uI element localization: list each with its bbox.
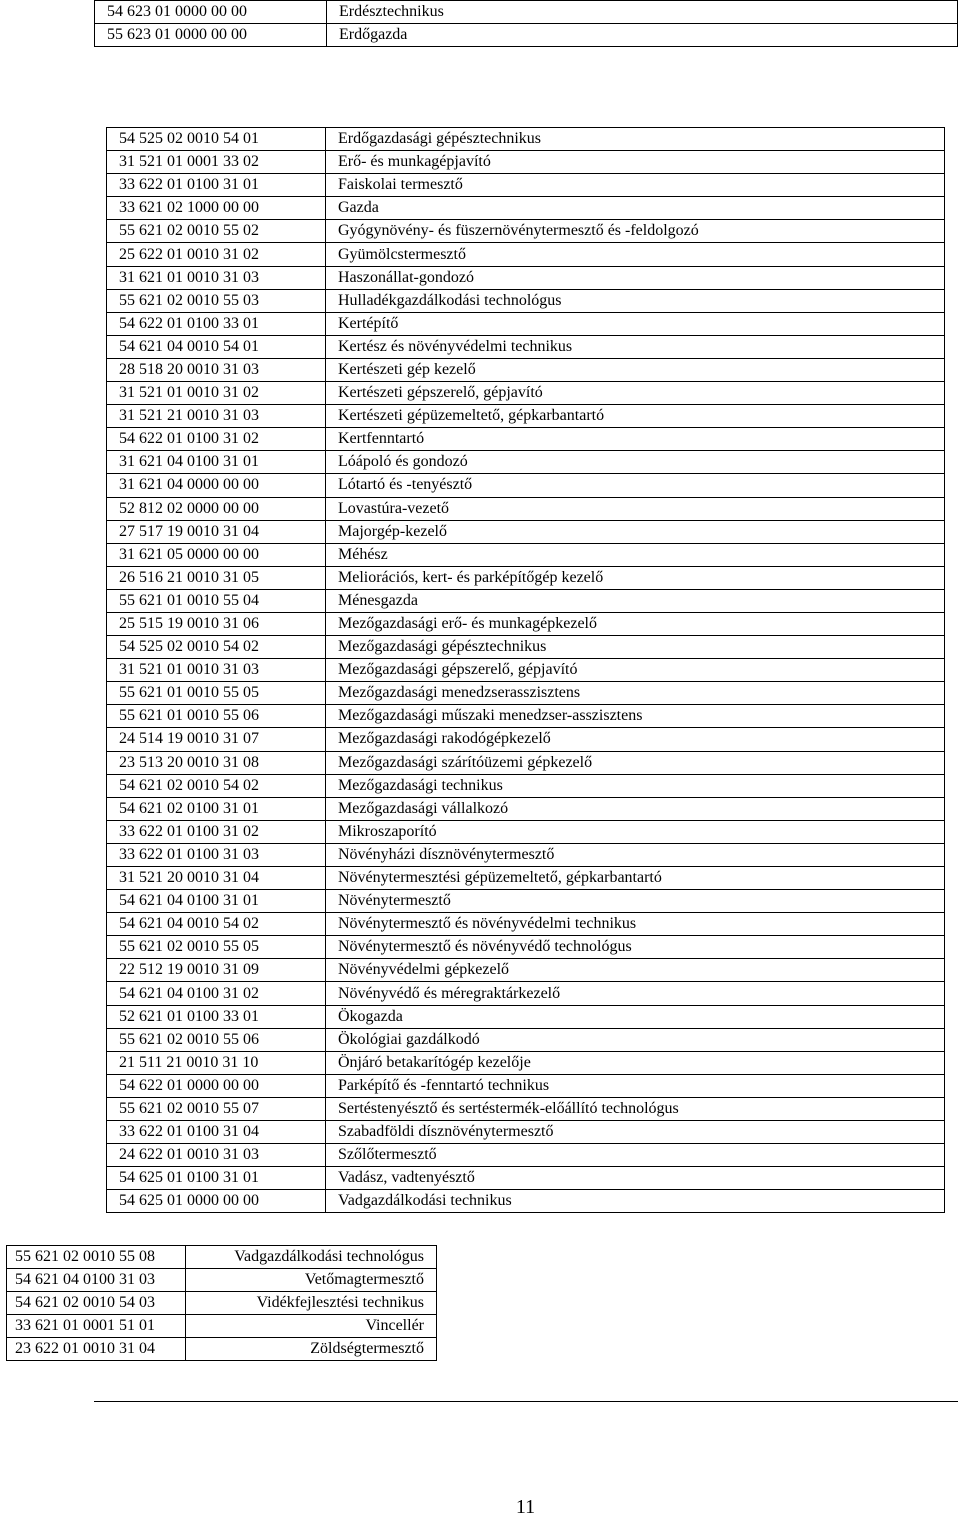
row-code: 31 521 20 0010 31 04 bbox=[107, 867, 326, 890]
row-name: Erő- és munkagépjavító bbox=[326, 151, 945, 174]
row-code: 21 511 21 0010 31 10 bbox=[107, 1051, 326, 1074]
row-code: 54 622 01 0100 33 01 bbox=[107, 312, 326, 335]
row-name: Vetőmagtermesztő bbox=[186, 1269, 437, 1292]
table-row bbox=[107, 589, 945, 612]
row-name: Mezőgazdasági menedzserasszisztens bbox=[326, 682, 945, 705]
row-name: Kertész és növényvédelmi technikus bbox=[326, 335, 945, 358]
row-name: Mezőgazdasági gépésztechnikus bbox=[326, 636, 945, 659]
row-name: Gyógynövény- és füszernövénytermesztő és -feldolgozó bbox=[326, 220, 945, 243]
main-table bbox=[106, 127, 945, 1213]
row-name: Gazda bbox=[326, 197, 945, 220]
table-row bbox=[107, 382, 945, 405]
row-code: 33 622 01 0100 31 04 bbox=[107, 1121, 326, 1144]
row-name: Ménesgazda bbox=[326, 589, 945, 612]
row-name: Kertfenntartó bbox=[326, 428, 945, 451]
row-name: Vadgazdálkodási technikus bbox=[326, 1190, 945, 1213]
row-name: Hulladékgazdálkodási technológus bbox=[326, 289, 945, 312]
row-name: Ökológiai gazdálkodó bbox=[326, 1028, 945, 1051]
row-name: Parképítő és -fenntartó technikus bbox=[326, 1074, 945, 1097]
row-code: 54 621 04 0100 31 02 bbox=[107, 982, 326, 1005]
row-name: Majorgép-kezelő bbox=[326, 520, 945, 543]
row-code: 52 621 01 0100 33 01 bbox=[107, 1005, 326, 1028]
table-row bbox=[107, 1097, 945, 1120]
table-row bbox=[107, 335, 945, 358]
row-name: Vidékfejlesztési technikus bbox=[186, 1292, 437, 1315]
row-name: Növénytermesztő bbox=[326, 890, 945, 913]
table-row bbox=[107, 612, 945, 635]
row-name: Gyümölcstermesztő bbox=[326, 243, 945, 266]
row-name: Lótartó és -tenyésztő bbox=[326, 474, 945, 497]
row-code: 52 812 02 0000 00 00 bbox=[107, 497, 326, 520]
row-name: Kertészeti gépszerelő, gépjavító bbox=[326, 382, 945, 405]
row-name: Szőlőtermesztő bbox=[326, 1144, 945, 1167]
row-name: Növénytermesztő és növényvédelmi technikus bbox=[326, 913, 945, 936]
table-row bbox=[107, 797, 945, 820]
table-row bbox=[107, 566, 945, 589]
table-row bbox=[107, 220, 945, 243]
table-row bbox=[107, 1190, 945, 1213]
row-code: 31 621 05 0000 00 00 bbox=[107, 543, 326, 566]
row-code: 24 622 01 0010 31 03 bbox=[107, 1144, 326, 1167]
table-row bbox=[7, 1269, 437, 1292]
row-code: 55 621 01 0010 55 05 bbox=[107, 682, 326, 705]
table-row bbox=[107, 682, 945, 705]
row-name: Erdőgazda bbox=[327, 24, 958, 47]
row-code: 54 622 01 0100 31 02 bbox=[107, 428, 326, 451]
page-number: 11 bbox=[515, 1496, 536, 1518]
row-name: Mezőgazdasági technikus bbox=[326, 774, 945, 797]
row-name: Lóápoló és gondozó bbox=[326, 451, 945, 474]
row-name: Vadász, vadtenyésztő bbox=[326, 1167, 945, 1190]
row-name: Kertépítő bbox=[326, 312, 945, 335]
row-name: Erdésztechnikus bbox=[327, 1, 958, 24]
table-row bbox=[107, 289, 945, 312]
table-row bbox=[107, 128, 945, 151]
row-code: 54 621 02 0010 54 02 bbox=[107, 774, 326, 797]
row-code: 31 521 21 0010 31 03 bbox=[107, 405, 326, 428]
row-name: Növényvédő és méregraktárkezelő bbox=[326, 982, 945, 1005]
row-code: 55 621 02 0010 55 06 bbox=[107, 1028, 326, 1051]
row-code: 54 621 02 0010 54 03 bbox=[7, 1292, 186, 1315]
row-name: Vadgazdálkodási technológus bbox=[186, 1246, 437, 1269]
row-name: Mezőgazdasági erő- és munkagépkezelő bbox=[326, 612, 945, 635]
row-code: 54 525 02 0010 54 02 bbox=[107, 636, 326, 659]
row-code: 54 621 04 0100 31 01 bbox=[107, 890, 326, 913]
row-code: 54 623 01 0000 00 00 bbox=[95, 1, 327, 24]
table-row bbox=[107, 1028, 945, 1051]
row-name: Mezőgazdasági rakodógépkezelő bbox=[326, 728, 945, 751]
row-name: Faiskolai termesztő bbox=[326, 174, 945, 197]
table-row bbox=[107, 820, 945, 843]
row-code: 23 622 01 0010 31 04 bbox=[7, 1338, 186, 1361]
row-code: 31 621 04 0000 00 00 bbox=[107, 474, 326, 497]
row-name: Meliorációs, kert- és parképítőgép kezelő bbox=[326, 566, 945, 589]
row-name: Kertészeti gépüzemeltető, gépkarbantartó bbox=[326, 405, 945, 428]
row-code: 55 621 02 0010 55 08 bbox=[7, 1246, 186, 1269]
table-row bbox=[107, 174, 945, 197]
table-row bbox=[107, 543, 945, 566]
table-row bbox=[107, 890, 945, 913]
row-code: 54 621 04 0010 54 01 bbox=[107, 335, 326, 358]
table-row bbox=[107, 520, 945, 543]
row-name: Ökogazda bbox=[326, 1005, 945, 1028]
table-row bbox=[107, 659, 945, 682]
row-code: 55 623 01 0000 00 00 bbox=[95, 24, 327, 47]
table-row bbox=[107, 197, 945, 220]
row-code: 31 521 01 0010 31 02 bbox=[107, 382, 326, 405]
row-name: Haszonállat-gondozó bbox=[326, 266, 945, 289]
table-row bbox=[107, 867, 945, 890]
table-row bbox=[107, 428, 945, 451]
row-code: 54 525 02 0010 54 01 bbox=[107, 128, 326, 151]
row-code: 31 621 04 0100 31 01 bbox=[107, 451, 326, 474]
table-row bbox=[107, 1051, 945, 1074]
row-name: Lovastúra-vezető bbox=[326, 497, 945, 520]
row-name: Mezőgazdasági szárítóüzemi gépkezelő bbox=[326, 751, 945, 774]
row-code: 22 512 19 0010 31 09 bbox=[107, 959, 326, 982]
row-name: Méhész bbox=[326, 543, 945, 566]
table-row bbox=[107, 843, 945, 866]
row-name: Szabadföldi dísznövénytermesztő bbox=[326, 1121, 945, 1144]
table-row bbox=[7, 1338, 437, 1361]
row-code: 54 625 01 0000 00 00 bbox=[107, 1190, 326, 1213]
row-name: Növényházi dísznövénytermesztő bbox=[326, 843, 945, 866]
top-table bbox=[94, 0, 958, 47]
row-code: 23 513 20 0010 31 08 bbox=[107, 751, 326, 774]
table-row bbox=[107, 959, 945, 982]
table-row bbox=[107, 1121, 945, 1144]
row-code: 24 514 19 0010 31 07 bbox=[107, 728, 326, 751]
row-name: Erdőgazdasági gépésztechnikus bbox=[326, 128, 945, 151]
row-name: Vincellér bbox=[186, 1315, 437, 1338]
row-name: Sertéstenyésztő és sertéstermék-előállító technológus bbox=[326, 1097, 945, 1120]
table-row bbox=[107, 474, 945, 497]
table-row bbox=[107, 451, 945, 474]
row-code: 33 621 01 0001 51 01 bbox=[7, 1315, 186, 1338]
table-row bbox=[107, 1005, 945, 1028]
table-row bbox=[95, 24, 958, 47]
table-row bbox=[7, 1315, 437, 1338]
row-code: 28 518 20 0010 31 03 bbox=[107, 358, 326, 381]
row-code: 54 622 01 0000 00 00 bbox=[107, 1074, 326, 1097]
row-name: Mezőgazdasági vállalkozó bbox=[326, 797, 945, 820]
row-code: 31 521 01 0001 33 02 bbox=[107, 151, 326, 174]
row-code: 55 621 02 0010 55 02 bbox=[107, 220, 326, 243]
row-name: Növényvédelmi gépkezelő bbox=[326, 959, 945, 982]
row-code: 31 521 01 0010 31 03 bbox=[107, 659, 326, 682]
table-row bbox=[107, 266, 945, 289]
table-row bbox=[107, 705, 945, 728]
row-code: 54 621 04 0100 31 03 bbox=[7, 1269, 186, 1292]
table-row bbox=[107, 312, 945, 335]
row-code: 55 621 01 0010 55 04 bbox=[107, 589, 326, 612]
table-row bbox=[107, 774, 945, 797]
row-code: 31 621 01 0010 31 03 bbox=[107, 266, 326, 289]
row-code: 33 621 02 1000 00 00 bbox=[107, 197, 326, 220]
row-code: 55 621 02 0010 55 03 bbox=[107, 289, 326, 312]
row-code: 25 515 19 0010 31 06 bbox=[107, 612, 326, 635]
row-code: 55 621 02 0010 55 05 bbox=[107, 936, 326, 959]
table-row bbox=[107, 751, 945, 774]
row-code: 33 622 01 0100 31 02 bbox=[107, 820, 326, 843]
bottom-table bbox=[6, 1245, 437, 1361]
table-row bbox=[95, 1, 958, 24]
table-row bbox=[107, 636, 945, 659]
row-code: 54 621 02 0100 31 01 bbox=[107, 797, 326, 820]
table-row bbox=[7, 1292, 437, 1315]
table-row bbox=[107, 151, 945, 174]
row-name: Önjáró betakarítógép kezelője bbox=[326, 1051, 945, 1074]
row-code: 25 622 01 0010 31 02 bbox=[107, 243, 326, 266]
table-row bbox=[107, 358, 945, 381]
row-name: Mezőgazdasági gépszerelő, gépjavító bbox=[326, 659, 945, 682]
table-row bbox=[107, 1074, 945, 1097]
row-code: 33 622 01 0100 31 01 bbox=[107, 174, 326, 197]
row-code: 54 625 01 0100 31 01 bbox=[107, 1167, 326, 1190]
row-name: Mezőgazdasági műszaki menedzser-asszisztens bbox=[326, 705, 945, 728]
table-row bbox=[107, 982, 945, 1005]
row-code: 33 622 01 0100 31 03 bbox=[107, 843, 326, 866]
row-name: Növénytermesztő és növényvédő technológus bbox=[326, 936, 945, 959]
table-row bbox=[107, 497, 945, 520]
footer-rule bbox=[94, 1401, 958, 1402]
row-code: 54 621 04 0010 54 02 bbox=[107, 913, 326, 936]
table-row bbox=[107, 728, 945, 751]
table-row bbox=[107, 243, 945, 266]
table-row bbox=[107, 405, 945, 428]
table-row bbox=[107, 936, 945, 959]
row-name: Zöldségtermesztő bbox=[186, 1338, 437, 1361]
row-code: 27 517 19 0010 31 04 bbox=[107, 520, 326, 543]
row-name: Kertészeti gép kezelő bbox=[326, 358, 945, 381]
row-code: 55 621 01 0010 55 06 bbox=[107, 705, 326, 728]
row-name: Növénytermesztési gépüzemeltető, gépkarbantartó bbox=[326, 867, 945, 890]
table-row bbox=[107, 1167, 945, 1190]
row-code: 55 621 02 0010 55 07 bbox=[107, 1097, 326, 1120]
row-code: 26 516 21 0010 31 05 bbox=[107, 566, 326, 589]
table-row bbox=[107, 1144, 945, 1167]
row-name: Mikroszaporító bbox=[326, 820, 945, 843]
table-row bbox=[107, 913, 945, 936]
table-row bbox=[7, 1246, 437, 1269]
